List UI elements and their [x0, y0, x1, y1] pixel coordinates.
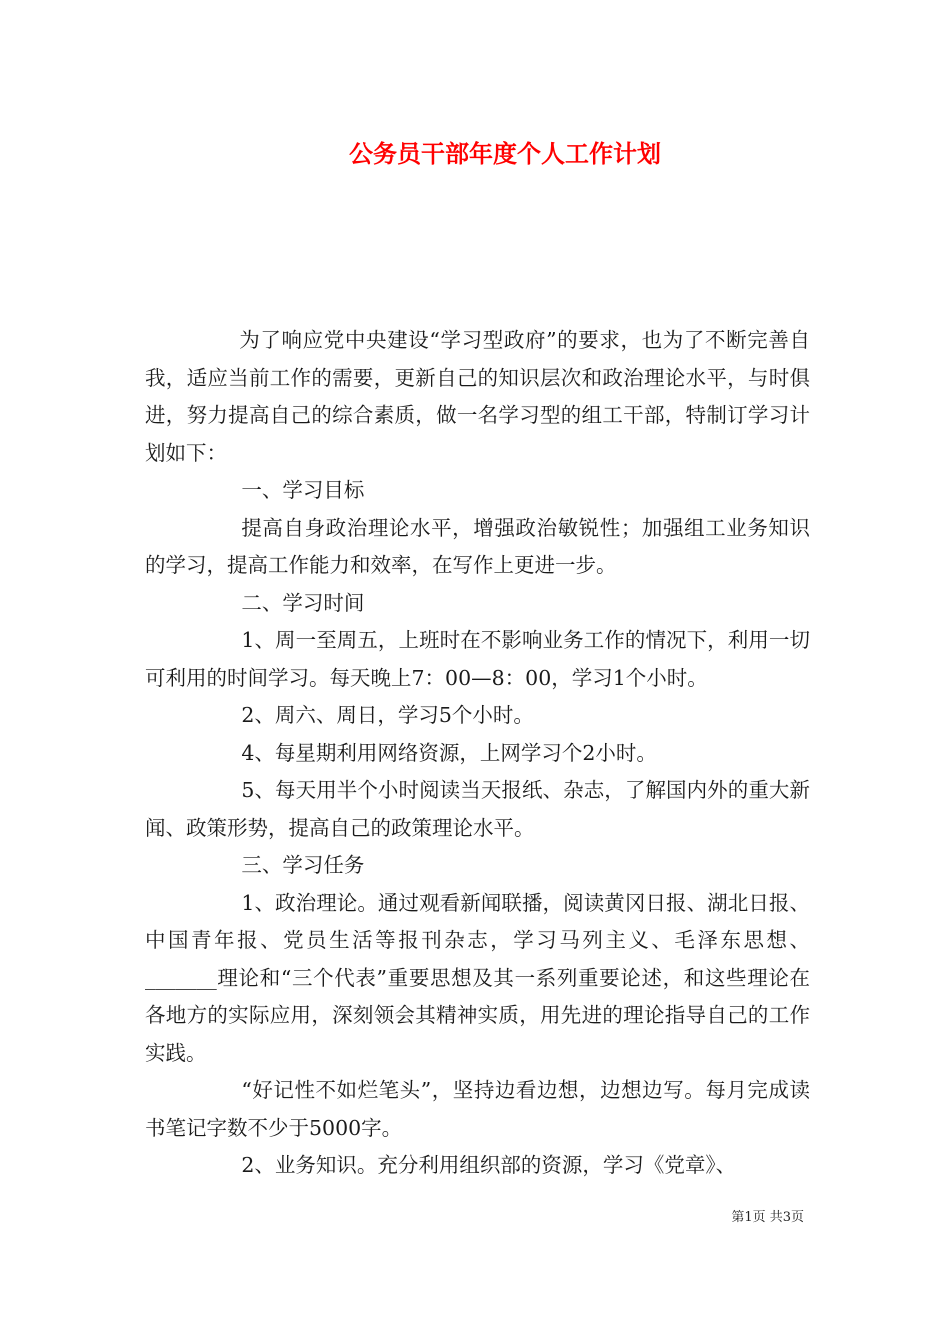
paragraph-task-notes: “好记性不如烂笔头”，坚持边看边想，边想边写。每月完成读书笔记字数不少于5000字。	[145, 1078, 810, 1140]
paragraph-time-online: 4、每星期利用网络资源，上网学习个2小时。	[241, 740, 657, 765]
page-number: 第1页 共3页	[731, 1210, 804, 1225]
paragraph-intro: 为了响应党中央建设“学习型政府”的要求，也为了不断完善自我，适应当前工作的需要，更新自己的知识层次和政治理论水平，与时俱进，努力提高自己的综合素质，做一名学习型的组工干部，特制订学习计划如下：	[145, 328, 810, 465]
paragraph-task-business: 2、业务知识。充分利用组织部的资源，学习《党章》、	[241, 1153, 737, 1177]
document-title: 公务员干部年度个人工作计划	[349, 140, 661, 168]
paragraph-task-politics: 1、政治理论。通过观看新闻联播，阅读黄冈日报、湖北日报、中国青年报、党员生活等报刊杂志，学习马列主义、毛泽东思想、_______理论和“三个代表”重要思想及其一系列重要论述，和这些理论在各地方的实际应用，深刻领会其精神实质，用先进的理论指导自己的工作实践。	[145, 890, 810, 1065]
heading-study-tasks: 三、学习任务	[241, 853, 365, 877]
paragraph-time-weekend: 2、周六、周日，学习5个小时。	[241, 703, 534, 727]
document-body	[145, 322, 810, 1185]
paragraph-time-newspaper: 5、每天用半个小时阅读当天报纸、杂志，了解国内外的重大新闻、政策形势，提高自己的政策理论水平。	[145, 778, 810, 840]
heading-study-goal: 一、学习目标	[241, 478, 365, 502]
paragraph-study-goal: 提高自身政治理论水平，增强政治敏锐性；加强组工业务知识的学习，提高工作能力和效率，在写作上更进一步。	[145, 515, 810, 577]
paragraph-time-weekday: 1、周一至周五，上班时在不影响业务工作的情况下，利用一切可利用的时间学习。每天晚上7：00—8：00，学习1个小时。	[145, 628, 810, 690]
heading-study-time: 二、学习时间	[241, 590, 365, 615]
